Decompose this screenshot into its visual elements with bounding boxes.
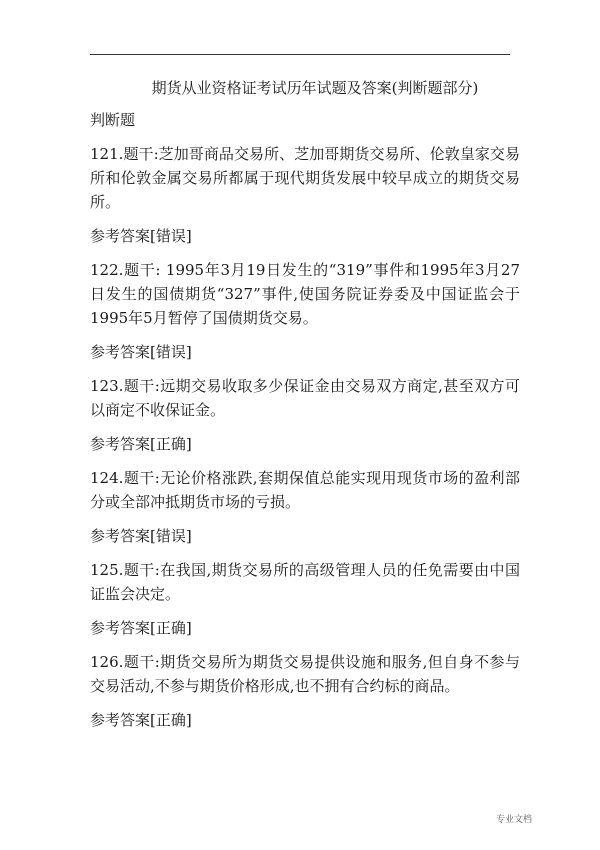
question-123: 123.题干:远期交易收取多少保证金由交易双方商定,甚至双方可以商定不收保证金。 [90, 377, 520, 419]
question-124: 124.题干:无论价格涨跌,套期保值总能实现用现货市场的盈利部分或全部冲抵期货市场的亏损。 [90, 469, 520, 511]
answer-123: 参考答案[正确] [90, 435, 192, 453]
answer-124: 参考答案[错误] [90, 527, 192, 545]
section-heading: 判断题 [90, 111, 136, 129]
answer-126: 参考答案[正确] [90, 711, 192, 729]
document-body [90, 76, 520, 742]
answer-121: 参考答案[错误] [90, 227, 192, 245]
page-footer-label: 专业文档 [495, 815, 532, 825]
document-title: 期货从业资格证考试历年试题及答案(判断题部分) [151, 79, 479, 97]
question-122: 122.题干: 1995年3月19日发生的“319”事件和1995年3月27日发生的国债期货“327”事件,使国务院证券委及中国证监会于1995年5月暂停了国债期货交易。 [90, 261, 520, 327]
answer-125: 参考答案[正确] [90, 619, 192, 637]
question-121: 121.题干:芝加哥商品交易所、芝加哥期货交易所、伦敦皇家交易所和伦敦金属交易所都属于现代期货发展中较早成立的期货交易所。 [90, 145, 520, 211]
header-rule [90, 54, 510, 55]
question-126: 126.题干:期货交易所为期货交易提供设施和服务,但自身不参与交易活动,不参与期货价格形成,也不拥有合约标的商品。 [90, 653, 520, 695]
question-125: 125.题干:在我国,期货交易所的高级管理人员的任免需要由中国证监会决定。 [90, 561, 520, 603]
answer-122: 参考答案[错误] [90, 343, 192, 361]
